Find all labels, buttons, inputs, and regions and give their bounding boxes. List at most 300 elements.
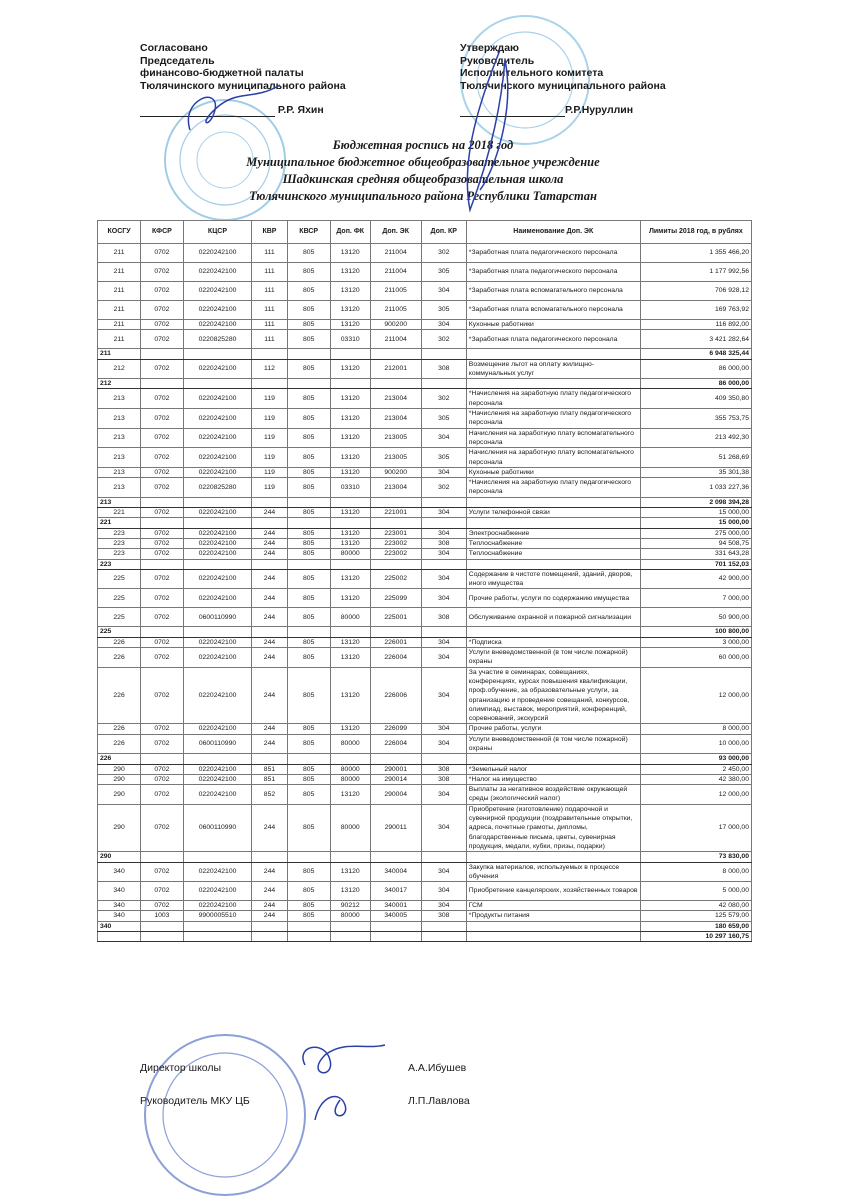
cell-kosgu: 340 xyxy=(98,862,141,882)
cell-kosgu: 290 xyxy=(98,785,141,805)
empty-cell xyxy=(287,932,330,942)
table-row xyxy=(98,467,752,477)
empty-cell xyxy=(330,379,370,389)
table-row xyxy=(98,244,752,263)
empty-cell xyxy=(466,852,640,862)
cell-kvr: 851 xyxy=(252,764,287,774)
cb-label: Руководитель МКУ ЦБ xyxy=(140,1095,250,1107)
cell-kosgu: 340 xyxy=(98,901,141,911)
cell-kcsr: 0220242100 xyxy=(183,637,252,647)
cell-dop-kr: 308 xyxy=(421,764,466,774)
cell-kvr: 851 xyxy=(252,774,287,784)
cell-dop-ek: 221001 xyxy=(370,508,421,518)
cell-kvr: 244 xyxy=(252,724,287,734)
cell-kcsr: 0600110990 xyxy=(183,608,252,627)
cell-kcsr: 9900005510 xyxy=(183,911,252,921)
subtotal-amount: 93 000,00 xyxy=(640,754,751,764)
empty-cell xyxy=(421,852,466,862)
cell-dop-fk: 13120 xyxy=(330,862,370,882)
cell-kcsr: 0220242100 xyxy=(183,528,252,538)
table-row xyxy=(98,637,752,647)
cell-dop-kr: 302 xyxy=(421,244,466,263)
empty-cell xyxy=(183,852,252,862)
cell-dop-ek: 290011 xyxy=(370,804,421,851)
cell-kvr: 119 xyxy=(252,467,287,477)
table-row xyxy=(98,448,752,468)
cb-name: Л.П.Лавлова xyxy=(408,1095,470,1107)
cell-kfsr: 0702 xyxy=(141,508,184,518)
cell-name: Выплаты за негативное воздействие окружающей среды (экологический налог) xyxy=(466,785,640,805)
empty-cell xyxy=(330,518,370,528)
cell-dop-fk: 03310 xyxy=(330,478,370,498)
empty-cell xyxy=(183,349,252,359)
cell-kvr: 244 xyxy=(252,569,287,589)
cell-kosgu: 211 xyxy=(98,263,141,282)
cell-kosgu: 226 xyxy=(98,648,141,668)
director-label: Директор школы xyxy=(140,1062,222,1074)
cell-dop-fk: 13120 xyxy=(330,785,370,805)
empty-cell xyxy=(287,497,330,507)
empty-cell xyxy=(252,518,287,528)
cell-dop-kr: 304 xyxy=(421,637,466,647)
approval-right xyxy=(460,42,666,117)
column-header: КЦСР xyxy=(183,221,252,244)
cell-kvr: 244 xyxy=(252,637,287,647)
cell-limit: 51 268,69 xyxy=(640,448,751,468)
empty-cell xyxy=(183,497,252,507)
cell-kfsr: 0702 xyxy=(141,282,184,301)
subtotal-row xyxy=(98,518,752,528)
cell-dop-kr: 304 xyxy=(421,785,466,805)
cell-name: Начисления на заработную плату вспомагательного персонала xyxy=(466,448,640,468)
cell-kosgu: 225 xyxy=(98,608,141,627)
cell-limit: 706 928,12 xyxy=(640,282,751,301)
cell-kvr: 244 xyxy=(252,549,287,559)
subtotal-row xyxy=(98,349,752,359)
cell-limit: 42 080,00 xyxy=(640,901,751,911)
cell-kvr: 119 xyxy=(252,478,287,498)
cell-dop-fk: 03310 xyxy=(330,330,370,349)
cell-dop-ek: 225002 xyxy=(370,569,421,589)
cell-dop-fk: 13120 xyxy=(330,667,370,724)
empty-cell xyxy=(466,754,640,764)
cell-dop-kr: 308 xyxy=(421,608,466,627)
title-line: Бюджетная роспись на 2018 год xyxy=(332,138,514,152)
empty-cell xyxy=(421,754,466,764)
cell-dop-kr: 304 xyxy=(421,648,466,668)
empty-cell xyxy=(370,921,421,931)
table-row xyxy=(98,774,752,784)
subtotal-code: 221 xyxy=(98,518,141,528)
cell-kcsr: 0220242100 xyxy=(183,389,252,409)
empty-cell xyxy=(287,379,330,389)
cell-kcsr: 0220242100 xyxy=(183,301,252,320)
cell-dop-ek: 290001 xyxy=(370,764,421,774)
approval-left-signatory: Р.Р. Яхин xyxy=(277,104,324,116)
cell-kfsr: 0702 xyxy=(141,467,184,477)
cell-dop-fk: 13120 xyxy=(330,320,370,330)
table-row xyxy=(98,320,752,330)
column-header: КВР xyxy=(252,221,287,244)
cell-dop-fk: 13120 xyxy=(330,359,370,379)
subtotal-code: 226 xyxy=(98,754,141,764)
cell-kvsr: 805 xyxy=(287,569,330,589)
table-row xyxy=(98,549,752,559)
cell-limit: 2 450,00 xyxy=(640,764,751,774)
table-row xyxy=(98,359,752,379)
subtotal-row xyxy=(98,559,752,569)
cell-kosgu: 211 xyxy=(98,330,141,349)
cell-limit: 169 763,92 xyxy=(640,301,751,320)
cell-dop-ek: 213004 xyxy=(370,409,421,429)
cell-dop-fk: 80000 xyxy=(330,764,370,774)
cell-dop-ek: 225001 xyxy=(370,608,421,627)
cell-kosgu: 223 xyxy=(98,549,141,559)
column-header: Доп. ЭК xyxy=(370,221,421,244)
cell-kvsr: 805 xyxy=(287,359,330,379)
cell-kfsr: 0702 xyxy=(141,263,184,282)
cell-dop-kr: 308 xyxy=(421,911,466,921)
approval-left-heading: Согласовано xyxy=(140,42,208,54)
cell-kosgu: 223 xyxy=(98,538,141,548)
empty-cell xyxy=(252,379,287,389)
cell-dop-fk: 13120 xyxy=(330,263,370,282)
empty-cell xyxy=(287,627,330,637)
cell-kfsr: 0702 xyxy=(141,320,184,330)
empty-cell xyxy=(330,349,370,359)
cell-kcsr: 0220242100 xyxy=(183,764,252,774)
empty-cell xyxy=(370,627,421,637)
table-row xyxy=(98,804,752,851)
cell-dop-kr: 304 xyxy=(421,882,466,901)
cell-name: *Заработная плата педагогического персонала xyxy=(466,244,640,263)
cell-dop-fk: 80000 xyxy=(330,911,370,921)
cell-kvr: 244 xyxy=(252,528,287,538)
cell-dop-kr: 304 xyxy=(421,667,466,724)
cell-kvsr: 805 xyxy=(287,911,330,921)
cell-kosgu: 211 xyxy=(98,320,141,330)
empty-cell xyxy=(330,921,370,931)
empty-cell xyxy=(141,349,184,359)
subtotal-code: 290 xyxy=(98,852,141,862)
cell-dop-fk: 13120 xyxy=(330,569,370,589)
cell-dop-ek: 211004 xyxy=(370,244,421,263)
cell-kfsr: 0702 xyxy=(141,862,184,882)
cell-kfsr: 0702 xyxy=(141,428,184,448)
cell-kfsr: 0702 xyxy=(141,244,184,263)
cell-kosgu: 290 xyxy=(98,804,141,851)
empty-cell xyxy=(252,754,287,764)
cell-dop-kr: 304 xyxy=(421,282,466,301)
empty-cell xyxy=(466,379,640,389)
cell-kfsr: 0702 xyxy=(141,389,184,409)
approval-right-line: Исполнительного комитета xyxy=(460,67,604,79)
title-line: Муниципальное бюджетное общеобразовательное учреждение xyxy=(246,155,600,169)
empty-cell xyxy=(183,932,252,942)
empty-cell xyxy=(421,559,466,569)
table-row xyxy=(98,911,752,921)
table-row xyxy=(98,882,752,901)
cell-name: *Начисления на заработную плату педагогического персонала xyxy=(466,389,640,409)
cell-dop-kr: 305 xyxy=(421,409,466,429)
cell-kvsr: 805 xyxy=(287,301,330,320)
subtotal-code xyxy=(98,932,141,942)
cell-kcsr: 0220242100 xyxy=(183,428,252,448)
empty-cell xyxy=(287,852,330,862)
cell-limit: 1 177 992,56 xyxy=(640,263,751,282)
cell-limit: 1 033 227,36 xyxy=(640,478,751,498)
cell-limit: 12 000,00 xyxy=(640,785,751,805)
cell-kvr: 244 xyxy=(252,608,287,627)
cell-dop-ek: 290014 xyxy=(370,774,421,784)
cell-kvsr: 805 xyxy=(287,724,330,734)
cell-kvr: 119 xyxy=(252,448,287,468)
subtotal-row xyxy=(98,754,752,764)
cell-kosgu: 213 xyxy=(98,448,141,468)
cell-kvsr: 805 xyxy=(287,734,330,754)
approval-left xyxy=(140,42,346,117)
cell-kosgu: 211 xyxy=(98,244,141,263)
cell-kvsr: 805 xyxy=(287,901,330,911)
cell-kfsr: 0702 xyxy=(141,589,184,608)
cell-kvr: 244 xyxy=(252,901,287,911)
cell-limit: 3 421 282,64 xyxy=(640,330,751,349)
empty-cell xyxy=(252,932,287,942)
title-line: Тюлячинского муниципального района Республики Татарстан xyxy=(249,189,597,203)
subtotal-row xyxy=(98,497,752,507)
cell-dop-ek: 211004 xyxy=(370,330,421,349)
cell-kfsr: 0702 xyxy=(141,538,184,548)
cell-kfsr: 0702 xyxy=(141,901,184,911)
empty-cell xyxy=(421,379,466,389)
cell-kcsr: 0600110990 xyxy=(183,804,252,851)
cell-name: Прочие работы, услуги по содержанию имущества xyxy=(466,589,640,608)
cell-dop-kr: 305 xyxy=(421,448,466,468)
cell-kvr: 244 xyxy=(252,508,287,518)
approval-right-line: Руководитель xyxy=(460,54,535,67)
cell-kosgu: 290 xyxy=(98,774,141,784)
empty-cell xyxy=(141,518,184,528)
empty-cell xyxy=(421,349,466,359)
cell-name: *Заработная плата педагогического персонала xyxy=(466,330,640,349)
empty-cell xyxy=(370,932,421,942)
cell-name: *Начисления на заработную плату педагогического персонала xyxy=(466,478,640,498)
cell-limit: 17 000,00 xyxy=(640,804,751,851)
table-row xyxy=(98,734,752,754)
cell-kvr: 111 xyxy=(252,263,287,282)
empty-cell xyxy=(421,921,466,931)
empty-cell xyxy=(141,932,184,942)
cell-dop-fk: 13120 xyxy=(330,389,370,409)
approval-right-line: Тюлячинского муниципального района xyxy=(460,79,666,92)
cell-kvsr: 805 xyxy=(287,648,330,668)
cell-dop-ek: 212001 xyxy=(370,359,421,379)
approval-right-heading: Утверждаю xyxy=(460,42,520,54)
empty-cell xyxy=(141,559,184,569)
cell-dop-ek: 340017 xyxy=(370,882,421,901)
cell-kosgu: 213 xyxy=(98,428,141,448)
approval-left-line: Тюлячинского муниципального района xyxy=(140,79,346,92)
cell-kosgu: 290 xyxy=(98,764,141,774)
empty-cell xyxy=(252,627,287,637)
cell-dop-ek: 211005 xyxy=(370,282,421,301)
column-header: Лимиты 2018 год, в рублях xyxy=(640,221,751,244)
cell-dop-ek: 900200 xyxy=(370,467,421,477)
empty-cell xyxy=(421,497,466,507)
cell-name: *Земельный налог xyxy=(466,764,640,774)
cell-dop-kr: 302 xyxy=(421,478,466,498)
table-row xyxy=(98,724,752,734)
table-row xyxy=(98,667,752,724)
cell-dop-fk: 13120 xyxy=(330,724,370,734)
cell-dop-kr: 304 xyxy=(421,862,466,882)
cell-kvr: 244 xyxy=(252,882,287,901)
cell-kvsr: 805 xyxy=(287,478,330,498)
cell-limit: 8 000,00 xyxy=(640,724,751,734)
cell-kcsr: 0220242100 xyxy=(183,667,252,724)
cell-kvr: 244 xyxy=(252,648,287,668)
empty-cell xyxy=(183,518,252,528)
cell-kvsr: 805 xyxy=(287,862,330,882)
subtotal-code: 340 xyxy=(98,921,141,931)
cell-limit: 3 000,00 xyxy=(640,637,751,647)
cell-kfsr: 0702 xyxy=(141,882,184,901)
cell-name: За участие в семинарах, совещаниях, конференциях, курсах повышения квалификации, проф.обучение, за образовательные услуги, за организацию и проведение совещаний, конкурсов, олимпиад, выставок, мероприятий, конференций, соревнований, экскурсий xyxy=(466,667,640,724)
cell-kosgu: 226 xyxy=(98,667,141,724)
document-title xyxy=(0,137,846,205)
cell-kfsr: 0702 xyxy=(141,330,184,349)
cell-kcsr: 0220242100 xyxy=(183,467,252,477)
approval-right-signatory: Р.Р.Нуруллин xyxy=(565,104,634,116)
cell-name: Теплоснабжение xyxy=(466,549,640,559)
empty-cell xyxy=(466,518,640,528)
cell-dop-fk: 13120 xyxy=(330,448,370,468)
cell-kvr: 244 xyxy=(252,734,287,754)
cell-kosgu: 340 xyxy=(98,911,141,921)
cell-limit: 42 380,00 xyxy=(640,774,751,784)
cell-name: Прочие работы, услуги xyxy=(466,724,640,734)
empty-cell xyxy=(183,559,252,569)
empty-cell xyxy=(330,627,370,637)
empty-cell xyxy=(330,932,370,942)
empty-cell xyxy=(370,518,421,528)
stamp-bottom xyxy=(140,1030,310,1200)
cell-name: *Начисления на заработную плату педагогического персонала xyxy=(466,409,640,429)
cell-dop-fk: 13120 xyxy=(330,409,370,429)
cell-limit: 5 000,00 xyxy=(640,882,751,901)
cell-dop-ek: 211005 xyxy=(370,301,421,320)
cell-name: *Заработная плата вспомагательного персонала xyxy=(466,282,640,301)
cell-dop-kr: 304 xyxy=(421,589,466,608)
cell-name: Начисления на заработную плату вспомагательного персонала xyxy=(466,428,640,448)
cell-dop-fk: 13120 xyxy=(330,538,370,548)
cell-limit: 12 000,00 xyxy=(640,667,751,724)
cell-dop-ek: 213005 xyxy=(370,428,421,448)
empty-cell xyxy=(330,852,370,862)
cell-dop-kr: 304 xyxy=(421,569,466,589)
approval-left-line: финансово-бюджетной палаты xyxy=(140,67,304,79)
cell-limit: 15 000,00 xyxy=(640,508,751,518)
empty-cell xyxy=(183,379,252,389)
empty-cell xyxy=(330,497,370,507)
cell-kvr: 244 xyxy=(252,667,287,724)
cell-kvr: 119 xyxy=(252,409,287,429)
cell-dop-fk: 13120 xyxy=(330,428,370,448)
cell-kcsr: 0220242100 xyxy=(183,901,252,911)
cell-kvr: 244 xyxy=(252,911,287,921)
cell-name: *Заработная плата педагогического персонала xyxy=(466,263,640,282)
subtotal-row xyxy=(98,379,752,389)
cell-kvsr: 805 xyxy=(287,330,330,349)
cell-kvsr: 805 xyxy=(287,282,330,301)
cell-limit: 42 900,00 xyxy=(640,569,751,589)
empty-cell xyxy=(330,754,370,764)
cell-kvsr: 805 xyxy=(287,882,330,901)
cell-kosgu: 212 xyxy=(98,359,141,379)
cell-kvr: 111 xyxy=(252,320,287,330)
subtotal-amount: 100 800,00 xyxy=(640,627,751,637)
cell-dop-ek: 223002 xyxy=(370,538,421,548)
cell-limit: 50 900,00 xyxy=(640,608,751,627)
cell-kvsr: 805 xyxy=(287,549,330,559)
cell-dop-fk: 80000 xyxy=(330,774,370,784)
cell-kosgu: 225 xyxy=(98,569,141,589)
cell-kcsr: 0220242100 xyxy=(183,569,252,589)
cell-name: Услуги вневедомственной (в том числе пожарной) охраны xyxy=(466,734,640,754)
subtotal-amount: 701 152,03 xyxy=(640,559,751,569)
cell-kcsr: 0220825280 xyxy=(183,478,252,498)
table-row xyxy=(98,428,752,448)
empty-cell xyxy=(141,754,184,764)
table-row xyxy=(98,282,752,301)
cell-dop-kr: 304 xyxy=(421,734,466,754)
cell-kosgu: 213 xyxy=(98,467,141,477)
cell-dop-fk: 13120 xyxy=(330,648,370,668)
cell-dop-kr: 304 xyxy=(421,724,466,734)
cell-dop-kr: 304 xyxy=(421,320,466,330)
cell-kvsr: 805 xyxy=(287,785,330,805)
empty-cell xyxy=(370,379,421,389)
column-header: КОСГУ xyxy=(98,221,141,244)
cell-name: *Продукты питания xyxy=(466,911,640,921)
cell-dop-ek: 223001 xyxy=(370,528,421,538)
cell-kvr: 119 xyxy=(252,428,287,448)
cell-kfsr: 0702 xyxy=(141,764,184,774)
empty-cell xyxy=(466,349,640,359)
cell-kcsr: 0220242100 xyxy=(183,244,252,263)
empty-cell xyxy=(370,754,421,764)
empty-cell xyxy=(370,559,421,569)
cell-kosgu: 225 xyxy=(98,589,141,608)
subtotal-code: 211 xyxy=(98,349,141,359)
cell-dop-kr: 304 xyxy=(421,901,466,911)
cell-kvsr: 805 xyxy=(287,528,330,538)
cell-kvsr: 805 xyxy=(287,764,330,774)
cell-dop-ek: 900200 xyxy=(370,320,421,330)
cell-kvr: 111 xyxy=(252,301,287,320)
cell-kvsr: 805 xyxy=(287,538,330,548)
subtotal-row xyxy=(98,932,752,942)
cell-kfsr: 0702 xyxy=(141,448,184,468)
cell-kvsr: 805 xyxy=(287,263,330,282)
cell-kcsr: 0220242100 xyxy=(183,549,252,559)
cell-kfsr: 0702 xyxy=(141,359,184,379)
table-row xyxy=(98,409,752,429)
cell-dop-fk: 13120 xyxy=(330,528,370,538)
cell-limit: 213 492,30 xyxy=(640,428,751,448)
subtotal-code: 225 xyxy=(98,627,141,637)
empty-cell xyxy=(330,559,370,569)
